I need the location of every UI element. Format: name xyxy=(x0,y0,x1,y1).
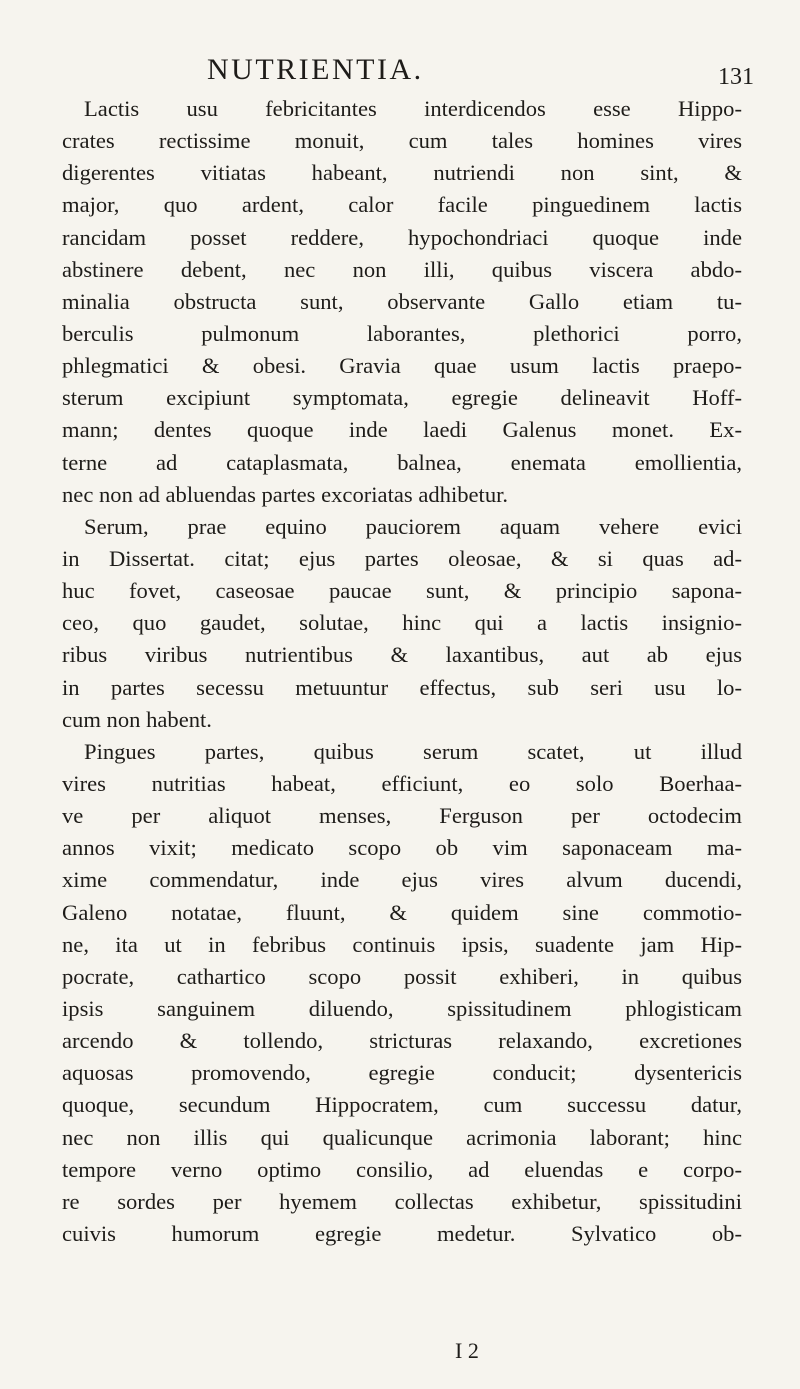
text-line: ribus viribus nutrientibus & laxantibus, aut ab ejus xyxy=(62,642,742,668)
text-line: major, quo ardent, calor facile pinguedinem lactis xyxy=(62,192,742,218)
text-line: Galeno notatae, fluunt, & quidem sine commotio- xyxy=(62,899,742,925)
text-line: aquosas promovendo, egregie conducit; dysentericis xyxy=(62,1060,742,1086)
text-line: nec non illis qui qualicunque acrimonia laborant; hinc xyxy=(62,1124,742,1150)
text-line: cuivis humorum egregie medetur. Sylvatico ob- xyxy=(62,1220,742,1246)
text-line: minalia obstructa sunt, observante Gallo etiam tu- xyxy=(62,288,742,314)
text-line: rancidam posset reddere, hypochondriaci quoque inde xyxy=(62,224,742,250)
text-line: terne ad cataplasmata, balnea, enemata emollientia, xyxy=(62,449,742,475)
text-line: annos vixit; medicato scopo ob vim saponaceam ma- xyxy=(62,835,742,861)
text-line: berculis pulmonum laborantes, plethorici porro, xyxy=(62,320,742,346)
text-line: Serum, prae equino pauciorem aquam vehere evici xyxy=(84,513,742,539)
text-line: pocrate, cathartico scopo possit exhiberi, in quibus xyxy=(62,963,742,989)
text-line: vires nutritias habeat, efficiunt, eo solo Boerhaa- xyxy=(62,770,742,796)
text-line: re sordes per hyemem collectas exhibetur, spissitudini xyxy=(62,1188,742,1214)
text-line: in partes secessu metuuntur effectus, sub seri usu lo- xyxy=(62,674,742,700)
text-line: cum non habent. xyxy=(62,706,212,732)
text-line: huc fovet, caseosae paucae sunt, & principio sapona- xyxy=(62,578,742,604)
signature-mark: I 2 xyxy=(455,1338,479,1363)
text-line: xime commendatur, inde ejus vires alvum ducendi, xyxy=(62,867,742,893)
body-text xyxy=(62,93,742,1250)
text-line: ne, ita ut in febribus continuis ipsis, suadente jam Hip- xyxy=(62,931,742,957)
text-line: mann; dentes quoque inde laedi Galenus monet. Ex- xyxy=(62,417,742,443)
page-number: 131 xyxy=(718,64,754,90)
text-line: nec non ad abluendas partes excoriatas adhibetur. xyxy=(62,481,509,507)
text-line: ve per aliquot menses, Ferguson per octodecim xyxy=(62,803,742,829)
page-header xyxy=(0,52,800,92)
text-line: ipsis sanguinem diluendo, spissitudinem phlogisticam xyxy=(62,995,742,1021)
text-line: Lactis usu febricitantes interdicendos esse Hippo- xyxy=(84,96,742,121)
text-line: Pingues partes, quibus serum scatet, ut illud xyxy=(84,738,742,764)
text-line: abstinere debent, nec non illi, quibus viscera abdo- xyxy=(62,256,742,282)
text-line: quoque, secundum Hippocratem, cum successu datur, xyxy=(62,1092,742,1118)
text-line: in Dissertat. citat; ejus partes oleosae, & si quas ad- xyxy=(62,545,742,571)
text-line: arcendo & tollendo, stricturas relaxando, excretiones xyxy=(62,1028,742,1054)
text-line: tempore verno optimo consilio, ad eluendas e corpo- xyxy=(62,1156,742,1182)
text-line: phlegmatici & obesi. Gravia quae usum lactis praepo- xyxy=(62,353,742,379)
text-line: ceo, quo gaudet, solutae, hinc qui a lactis insignio- xyxy=(62,610,742,636)
text-line: crates rectissime monuit, cum tales homines vires xyxy=(62,128,742,154)
text-line: sterum excipiunt symptomata, egregie delineavit Hoff- xyxy=(62,385,742,411)
running-title: NUTRIENTIA. xyxy=(207,53,424,86)
text-line: digerentes vitiatas habeant, nutriendi non sint, & xyxy=(62,160,742,186)
